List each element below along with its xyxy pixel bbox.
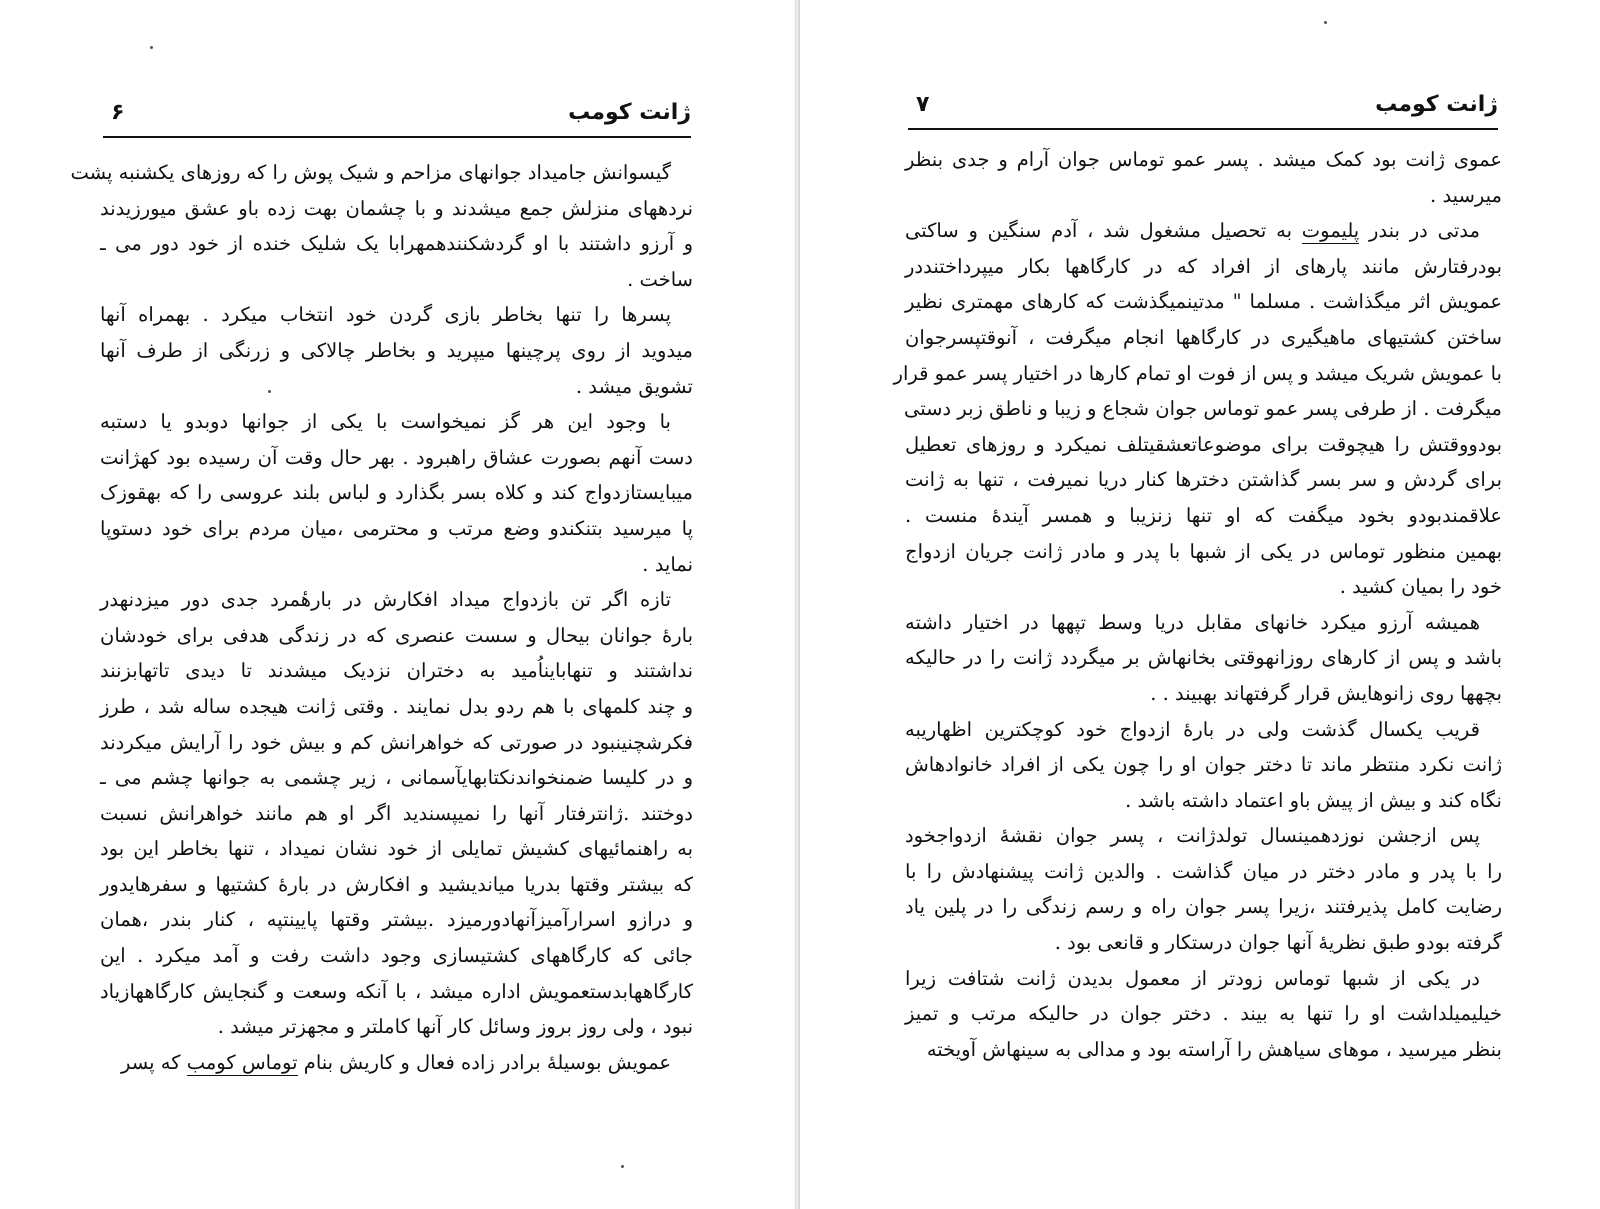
- text-line: و در کلیسا ضمنخواندنکتابهایآسمانی ، زیر چشمی به جوانها چشم می ـ: [100, 766, 693, 790]
- text-line: نداشتند و تنهابایناُمید به دختران نزدیک میشدند تا دیدی تاتهابزنند: [100, 659, 693, 683]
- paragraph: [100, 1045, 693, 1081]
- text-line: دست آنهم بصورت عشاق راهبرود . بهر حال وقت آن رسیده بود کهژانت: [100, 445, 693, 469]
- text-line: و چند کلمهای با هم ردو بدل نمایند . وقتی ژانت هیجده ساله شد ، طرز: [100, 694, 693, 718]
- left-page: [0, 0, 795, 1209]
- text-line: میگرفت . از طرفی پسر عمو توماس جوان شجاع و زیبا و ناطق زبر دستی: [903, 397, 1502, 421]
- text-line: گیسوانش جامیداد جوانهای مزاحم و شیک پوش را که روزهای یکشنبه پشت: [70, 161, 671, 184]
- text-line: ژانت نکرد منتظر ماند تا دختر جوان او را چون یکی از افراد خانوادهاش: [905, 753, 1502, 777]
- text-line: فکرشچنینبود در صورتی که خواهرانش کم و بیش خود را آرایش میکردند: [100, 730, 693, 754]
- text-line: بنظر میرسید ، موهای سیاهش را آراسته بود و مدالی به سینهاش آویخته: [926, 1037, 1502, 1061]
- text-line: عمویش اثر میگذاشت . مسلما " مدتینمیگذشت که کارهای مهمتری نظیر: [905, 290, 1502, 314]
- paragraph: [100, 582, 693, 1045]
- scan-speck: [621, 1165, 624, 1168]
- text-line: بودرفتارش مانند پارهای از افراد که در کارگاهها بکار میپرداختنددر: [905, 254, 1502, 278]
- text-line: باشد و پس از کارهای روزانهوقتی بخانهاش بر میگردد ژانت را در حالیکه: [905, 646, 1502, 670]
- text-line: نماید .: [642, 552, 693, 576]
- text-line: نگاه کند و بیش از پیش باو اعتماد داشته باشد .: [1125, 788, 1502, 812]
- text-line: بهمین منظور توماس در یکی از شبها با پدر و مادر ژانت جریان ازدواج: [905, 539, 1502, 563]
- text-line: بچهها روی زانوهایش قرار گرفتهاند بهبیند . .: [1150, 681, 1502, 705]
- text-line: مدتی در بندر پلیموت به تحصیل مشغول شد ، آدم سنگین و ساکتی: [905, 219, 1480, 243]
- text-line: تازه اگر تن بازدواج میداد افکارش در بارهٔمرد جدی دور میزدنهدر: [100, 588, 671, 612]
- text-line: تشویق میشد .: [575, 374, 693, 398]
- text-line: برای گردش و سر بسر گذاشتن دخترها کنار دریا نمیرفت ، تنها به ژانت: [905, 468, 1502, 492]
- paragraph: [905, 605, 1502, 712]
- right-page-body: [893, 142, 1503, 1067]
- text-line: پا میرسید بتنکندو وضع مرتب و محترمی ،میان مردم برای خود دستوپا: [100, 516, 693, 540]
- text-line: رضایت کامل پذیرفتند ،زیرا پسر جوان راه و رسم زندگی را در پلین یاد: [905, 895, 1502, 919]
- left-book-title: ژانت کومب: [568, 100, 691, 125]
- text-line: ساخت .: [627, 267, 693, 291]
- paragraph: [905, 712, 1502, 819]
- text-line: کارگاههابدستعمویش اداره میشد ، با آنکه وسعت و گنجایش کارگاههازیاد: [100, 979, 693, 1003]
- text-line: همیشه آرزو میکرد خانهای مقابل دریا وسط تپهها در اختیار داشته: [905, 610, 1480, 634]
- paragraph: [70, 155, 693, 297]
- left-page-body: [70, 155, 693, 1080]
- text-line: خود را بمیان کشید .: [1339, 575, 1502, 599]
- text-line: که بیشتر وقتها بدریا میاندیشید و افکارش در بارهٔ کشتیها و سفرهایدور: [100, 872, 693, 896]
- text-line: و آرزو داشتند با او گردشکنندهمهرابا یک شلیک خنده از خود دور می ـ: [100, 232, 693, 256]
- text-line: خیلیمیلداشت او را تنها به بیند . دختر جوان در حالیکه مرتب و تمیز: [905, 1002, 1502, 1026]
- text-line: ساختن کشتیهای ماهیگیری در کارگاهها انجام میگرفت ، آنوقتپسرجوان: [905, 325, 1502, 349]
- paragraph: [905, 961, 1502, 1068]
- text-line: بارهٔ جوانان بیحال و سست عنصری که در زندگی هدفی برای خودشان: [100, 623, 693, 647]
- text-line: پس ازجشن نوزدهمینسال تولدژانت ، پسر جوان نقشهٔ ازدواجخود: [905, 824, 1480, 848]
- underlined-name: توماس کومب: [186, 1050, 298, 1074]
- text-line: به راهنمائیهای کشیش تمایلی از خود نشان نمیداد ، تنها بخاطر این بود: [100, 837, 693, 861]
- text-line: پسرها را تنها بخاطر بازی گردن خود انتخاب میکرد . بهمراه آنها: [100, 303, 671, 327]
- right-page-number: ۷: [916, 92, 930, 117]
- text-line: نردههای منزلش جمع میشدند و با چشمان بهت زده باو عشق میورزیدند: [100, 196, 693, 220]
- text-line: علاقمندبودو بخود میگفت که او تنها زنزیبا و همسر آیندهٔ منست .: [905, 503, 1503, 527]
- text-line: میبایستازدواج کند و کلاه بسر بگذارد و لباس بلند عروسی را که بهقوزک: [100, 481, 693, 505]
- text-line: در یکی از شبها توماس زودتر از معمول بدیدن ژانت شتافت زیرا: [905, 966, 1480, 990]
- right-page-header: [908, 88, 1498, 130]
- right-book-title: ژانت کومب: [1375, 92, 1498, 117]
- text-line: نبود ، ولی روز بروز وسائل کار آنها کاملتر و مجهزتر میشد .: [217, 1015, 693, 1039]
- paragraph: [893, 213, 1503, 605]
- right-page: [800, 0, 1600, 1209]
- left-page-header: [103, 96, 691, 138]
- underlined-name: پلیموت: [1301, 219, 1360, 243]
- left-page-number: ۶: [111, 100, 125, 125]
- text-line: دوختند .ژانترفتار آنها را نمیپسندید اگر او هم مانند خواهرانش نسبت: [100, 801, 693, 825]
- text-line: با وجود این هر گز نمیخواست با یکی از جوانها دوبدو یا دستبه: [100, 410, 671, 434]
- paragraph: [905, 818, 1502, 960]
- text-line: میرسید .: [1430, 183, 1502, 207]
- text-line: عمویش بوسیلهٔ برادر زاده فعال و کاریش بنام توماس کومب که پسر: [120, 1050, 671, 1074]
- paragraph: [100, 404, 693, 582]
- paragraph: [100, 297, 693, 404]
- scan-speck: [268, 390, 271, 393]
- text-line: با عمویش شریک میشد و پس از فوت او تمام کارها در اختیار پسر عمو قرار: [893, 361, 1502, 385]
- text-line: را با پدر و مادر دختر در میان گذاشت . والدین ژانت پیشنهادش را با: [905, 859, 1502, 883]
- text-line: میدوید از روی پرچینها میپرید و بخاطر چالاکی و زرنگی از طرف آنها: [100, 338, 693, 362]
- paragraph: [905, 142, 1502, 213]
- text-line: قریب یکسال گذشت ولی در بارهٔ ازدواج خود کوچکترین اظهاریبه: [905, 717, 1480, 741]
- scan-speck: [150, 46, 153, 49]
- text-line: گرفته بودو طبق نظریهٔ آنها جوان درستکار و قانعی بود .: [1054, 931, 1502, 955]
- text-line: جائی که کارگاههای کشتیسازی وجود داشت رفت و آمد میکرد . این: [100, 944, 693, 968]
- text-line: و درازو اسرارآمیزآنهادورمیزد .بیشتر وقتها پایینتپه ، کنار بندر ،همان: [100, 908, 693, 932]
- scan-speck: [1324, 21, 1327, 24]
- text-line: عموی ژانت بود کمک میشد . پسر عمو توماس جوان آرام و جدی بنظر: [905, 148, 1502, 171]
- text-line: بودووقتش را هیچوقت برای موضوعاتعشقیتلف نمیکرد و روزهای تعطیل: [905, 432, 1502, 456]
